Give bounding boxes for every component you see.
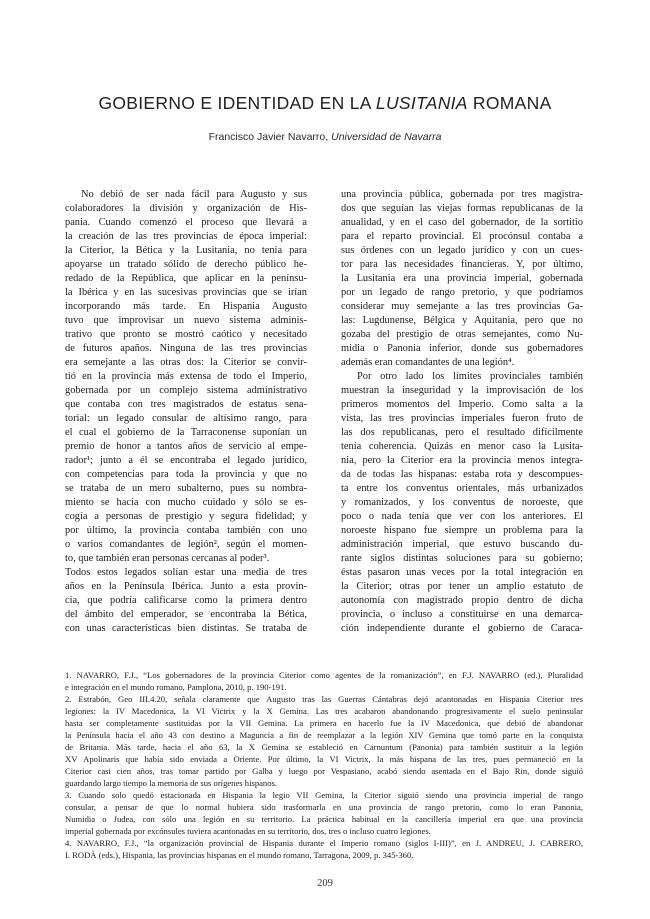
text-line: da de todas las hispanas: estaba rota y descompues-	[341, 469, 583, 480]
text-line: miento se hacía con mucho cuidado y sólo se es-	[65, 497, 307, 508]
text-line: el cual el gobierno de la Tarraconense suponían un	[65, 427, 307, 438]
text-line: la Citerior, la Bética y la Lusitania, no tenía para	[65, 245, 307, 256]
text-line: rador¹; junto a él se encontraba el legado jurídico,	[65, 455, 307, 466]
article-title	[0, 93, 650, 114]
author-name: Francisco Javier Navarro,	[208, 131, 332, 143]
text-line: la Ibérica y en las sucesivas provincias que se irían	[65, 287, 307, 298]
body-column-right	[341, 188, 583, 636]
text-line: tió en la provincia más extensa de todo el Imperio,	[65, 371, 307, 382]
text-line: con unas características bien distintas. Se trataba de	[65, 623, 307, 634]
footnote-line: e integración en el mundo romano, Pamplona, 2010, p. 190-191.	[65, 682, 287, 692]
text-line: Por otro lado los límites provinciales también	[357, 371, 583, 382]
text-line: éstas pasaron unas veces por la total integración en	[341, 567, 583, 578]
text-line: midia o Panonia inferior, donde sus gobernadores	[341, 343, 583, 354]
text-line: años en la Península Ibérica. Junto a esta provin-	[65, 581, 307, 592]
text-line: anualidad, y en el caso del gobernador, de la sortitio	[341, 217, 583, 228]
text-line: poco o nada tenía que ver con los anteriores. El	[341, 511, 583, 522]
text-line: pania. Cuando comenzó el proceso que llevará a	[65, 217, 307, 228]
footnote-line: Numidia o Judea, con sólo una legión en su territorio. La práctica habitual en la cancillería imperial era que una provincia	[65, 814, 583, 824]
footnotes	[65, 669, 583, 861]
title-part-emphasis: LUSITANIA	[375, 93, 468, 113]
text-line: y romanizados, y los conventus de noroeste, que	[341, 497, 583, 508]
text-line: ta entre los conventus orientales, más urbanizados	[341, 483, 583, 494]
text-line: una provincia pública, gobernada por tres magistra-	[341, 189, 583, 200]
text-line: Todos estos legados solían estar una media de tres	[65, 567, 307, 578]
text-line: por último, la provincia contaba también con uno	[65, 525, 307, 536]
text-line: ción independiente durante el gobierno de Caraca-	[341, 623, 583, 634]
text-line: del ámbito del emperador, se encontraba la Bética,	[65, 609, 307, 620]
footnote-line: 2. Estrabón, Geo III.4.20, señala claramente que Augusto tras las Guerras Cántabras dejó acantonadas en Hispania Citerior tres	[65, 694, 583, 704]
text-line: primeros momentos del Imperio. Como salta a la	[341, 399, 583, 410]
text-line: tor para las necesidades financieras. Y, por último,	[341, 259, 583, 270]
text-line: con competencias para toda la provincia y que no	[65, 469, 307, 480]
footnote-line: imperial gobernada por excónsules tuviera acantonadas en su territorio, dos, tres o incluso cuatro legiones.	[65, 826, 431, 836]
text-line: tenía coherencia. Quizás en menor caso la Lusita-	[341, 441, 583, 452]
body-column-left	[65, 188, 307, 636]
text-line: trativo que pronto se mostró caótico y necesitado	[65, 329, 307, 340]
text-line: apoyarse un tratado sólido de derecho público he-	[65, 259, 307, 270]
text-line: administración imperial, que estuvo buscando du-	[341, 539, 583, 550]
text-line: No debió de ser nada fácil para Augusto y sus	[81, 189, 307, 200]
text-line: de futuros apaños. Ninguna de las tres provincias	[65, 343, 307, 354]
text-line: incorporando más tarde. En Hispania Augusto	[65, 301, 307, 312]
footnote-line: de Britania. Más tarde, hacia el año 63, la X Gemina se estableció en Carnuntum (Panonia) para también sustituir a la legión	[65, 742, 583, 752]
text-line: cia, que podría calificarse como la primera dentro	[65, 595, 307, 606]
text-line: torial: un legado consular de altísimo rango, para	[65, 413, 307, 424]
text-line: la Lusitania era una provincia imperial, gobernada	[341, 273, 583, 284]
footnote-line: 4. NAVARRO, F.J., “la organización provincial de Hispania durante el Imperio romano (siglos I-III)”, en J. ANDREU, J. CABRERO,	[65, 838, 583, 848]
footnote-line: legiones: la IV Macedonica, la VI Victrix y la X Gemina. Las tres acabaron abandonando progresivamente el suelo peninsular	[65, 706, 583, 716]
text-line: noroeste hispano fue siempre un problema para la	[341, 525, 583, 536]
footnote-line: hasta ser completamente sustituidas por la VII Gemina. La primera en hacerlo fue la IV Macedonica, que debió de abandonar	[65, 718, 583, 728]
footnote-line: I. RODÀ (eds.), Hispania, las provincias hispanas en el mundo romano, Tarragona, 2009, p. 345-360.	[65, 850, 414, 860]
text-line: que contaba con tres magistrados de estatus sena-	[65, 399, 307, 410]
text-line: la creación de las tres provincias de época imperial:	[65, 231, 307, 242]
footnote-line: Citerior casi cien años, tras tomar partido por Galba y luego por Vespasiano, acabó siendo asentada en el Bajo Rin, donde siguió	[65, 766, 583, 776]
author-line	[0, 131, 650, 143]
text-line: considerar muy semejante a las tres provincias Ga-	[341, 301, 583, 312]
footnote-line: 3. Cuando solo quedó estacionada en Hispania la legio VII Gemina, la Citerior siguió siendo una provincia imperial de rango	[65, 790, 583, 800]
text-line: colaboradores la división y organización de His-	[65, 203, 307, 214]
text-line: muestran la inseguridad y la improvisación de los	[341, 385, 583, 396]
text-line: nia, pero la Citerior era la provincia menos integra-	[341, 455, 583, 466]
text-line: provincia, o incluso a constituirse en una demarca-	[341, 609, 583, 620]
text-line: las: Lugdunense, Bélgica y Aquitania, pero que no	[341, 315, 583, 326]
text-line: sus órdenes con un legado jurídico y con un cues-	[341, 245, 583, 256]
footnote-line: la Península hacia el año 43 con destino a Maguncia a fin de reemplazar a la legión XIV Gemina que tomó parte en la conquista	[65, 730, 583, 740]
text-line: rante siglos distintas soluciones para su gobierno;	[341, 553, 583, 564]
text-line: además eran comandantes de una legión⁴.	[341, 357, 515, 368]
text-line: o varios comandantes de legión², según el momen-	[65, 539, 307, 550]
title-part-1: GOBIERNO E IDENTIDAD EN LA	[98, 93, 376, 113]
text-line: premio de honor a tantos años de servicio al empe-	[65, 441, 307, 452]
text-line: vista, las tres provincias imperiales fueron fruto de	[341, 413, 583, 424]
text-line: gobernada por un complejo sistema administrativo	[65, 385, 307, 396]
text-line: dos que seguían las viejas formas republicanas de la	[341, 203, 583, 214]
text-line: gozaba del prestigio de otras semejantes, como Nu-	[341, 329, 583, 340]
footnote-line: 1. NAVARRO, F.J., “Los gobernadores de la provincia Citerior como agentes de la romanización”, en F.J. NAVARRO (ed.), Pluralidad	[65, 670, 583, 680]
text-line: para el reparto provincial. El procónsul contaba a	[341, 231, 583, 242]
text-line: redado de la República, que aplicar en la penínsu-	[65, 273, 307, 284]
text-line: cogía a personas de prestigio y segura fidelidad; y	[65, 511, 307, 522]
author-affiliation: Universidad de Navarra	[331, 131, 442, 143]
text-line: to, que también eran personas cercanas al poder³.	[65, 553, 270, 564]
footnote-line: consular, a pensar de que lo normal hubiera sido trasformarla en una provincia de rango pretorio, como lo eran Panonia,	[65, 802, 583, 812]
footnote-line: XV Apolinaris que había sido enviada a Oriente. Por último, la VI Victrix, la más hispana de las tres, pues permaneció en la	[65, 754, 583, 764]
footnote-line: guardando largo tiempo la memoria de sus orígenes hispanos.	[65, 778, 278, 788]
text-line: autonomía con magistrado propio dentro de dicha	[341, 595, 583, 606]
title-part-2: ROMANA	[467, 93, 552, 113]
text-line: las dos republicanas, pero el resultado difícilmente	[341, 427, 583, 438]
text-line: por un legado de rango pretorio, y que podríamos	[341, 287, 583, 298]
page-number: 209	[317, 878, 333, 889]
text-line: tuvo que improvisar un nuevo sistema adminis-	[65, 315, 307, 326]
text-line: era semejante a las otras dos: la Citerior se convir-	[65, 357, 307, 368]
text-line: se trataba de un mero subalterno, pues su nombra-	[65, 483, 307, 494]
text-line: la Citerior; otras por tener un amplio estatuto de	[341, 581, 583, 592]
